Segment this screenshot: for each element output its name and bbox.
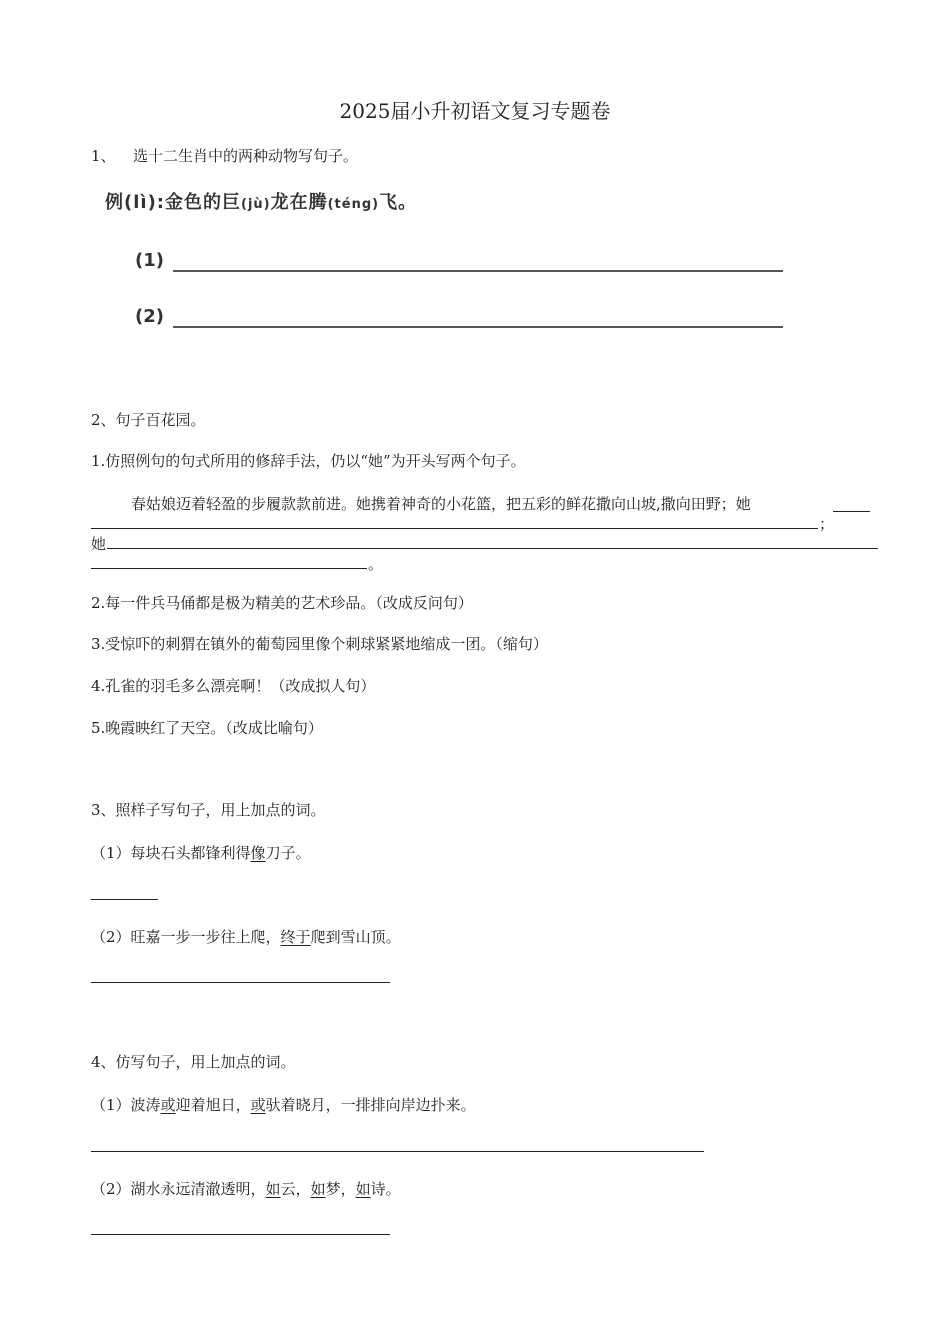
q3-item1 <box>91 842 311 863</box>
q2-sub1-example: 春姑娘迈着轻盈的步履款款前进。她携着神奇的小花篮，把五彩的鲜花撒向山坡,撒向田野；她 <box>131 495 751 513</box>
example-text-a: 金色的巨 <box>165 192 241 213</box>
q1-example-sentence <box>105 188 417 214</box>
example-text-b: 龙在腾 <box>270 192 328 213</box>
q3-item2-pre: （2）旺嘉一步一步往上爬， <box>91 928 281 946</box>
q1-example-image <box>105 182 795 342</box>
q1-number: 1、 <box>91 147 116 165</box>
q4-item2-mid2: 梦， <box>325 1180 356 1198</box>
q1-blank2-line[interactable] <box>173 326 783 328</box>
q2-line3-start: 她 <box>91 535 107 553</box>
q3-blank2[interactable] <box>91 982 390 983</box>
q4-item2-key2: 如 <box>310 1180 326 1198</box>
q4-item2-post: 诗。 <box>370 1180 401 1198</box>
q4-item2-key1: 如 <box>265 1180 281 1198</box>
q3-item1-post: 刀子。 <box>265 844 311 862</box>
q3-item2 <box>91 926 401 947</box>
q4-item1 <box>91 1094 476 1115</box>
q1-blank1-label: (1) <box>135 250 164 271</box>
q3-item1-key: 像 <box>250 844 266 862</box>
q4-item1-key1: 或 <box>160 1096 176 1114</box>
example-pinyin-a: (jù) <box>241 197 271 212</box>
q2-blank-c[interactable] <box>107 548 878 549</box>
q4-item1-mid: 迎着旭日， <box>175 1096 251 1114</box>
q3-item2-post: 爬到雪山顶。 <box>310 928 401 946</box>
example-pinyin-b: (téng) <box>327 197 380 212</box>
q4-item1-pre: （1）波涛 <box>91 1096 161 1114</box>
q2-blank-b[interactable] <box>91 528 818 529</box>
q4-heading: 4、仿写句子，用上加点的词。 <box>91 1053 296 1071</box>
q2-blank-a[interactable] <box>833 511 870 512</box>
q1-blank2-label: (2) <box>135 306 164 327</box>
q2-sub2: 2.每一件兵马俑都是极为精美的艺术珍品。（改成反问句） <box>91 594 473 612</box>
q2-period: 。 <box>368 555 384 573</box>
example-text-c: 飞。 <box>379 192 418 213</box>
q1-blank1-line[interactable] <box>173 270 783 272</box>
q2-semicolon: ； <box>819 515 835 533</box>
q4-item2-pre: （2）湖水永远清澈透明， <box>91 1180 266 1198</box>
q2-sub3: 3.受惊吓的刺猬在镇外的葡萄园里像个刺球紧紧地缩成一团。（缩句） <box>91 635 548 653</box>
q4-item1-post: 驮着晓月，一排排向岸边扑来。 <box>265 1096 476 1114</box>
q4-blank1[interactable] <box>91 1151 704 1152</box>
q4-item2-mid1: 云， <box>280 1180 311 1198</box>
q4-item1-key2: 或 <box>250 1096 266 1114</box>
q4-item2-key3: 如 <box>355 1180 371 1198</box>
q4-blank2[interactable] <box>91 1234 390 1235</box>
q1-prompt: 选十二生肖中的两种动物写句子。 <box>133 147 359 165</box>
q2-sub4: 4.孔雀的羽毛多么漂亮啊！（改成拟人句） <box>91 677 376 695</box>
page-title: 2025届小升初语文复习专题卷 <box>339 99 611 123</box>
q2-heading: 2、句子百花园。 <box>91 411 206 429</box>
q2-sub5: 5.晚霞映红了天空。（改成比喻句） <box>91 719 323 737</box>
example-label: 例(lì): <box>105 192 165 213</box>
q3-blank1[interactable] <box>91 899 158 900</box>
q3-item1-pre: （1）每块石头都锋利得 <box>91 844 251 862</box>
q2-sub1: 1.仿照例句的句式所用的修辞手法，仍以“她”为开头写两个句子。 <box>91 452 526 470</box>
q3-item2-key: 终于 <box>280 928 311 946</box>
q3-heading: 3、照样子写句子，用上加点的词。 <box>91 801 326 819</box>
q4-item2 <box>91 1178 401 1199</box>
q2-blank-d[interactable] <box>91 568 367 569</box>
